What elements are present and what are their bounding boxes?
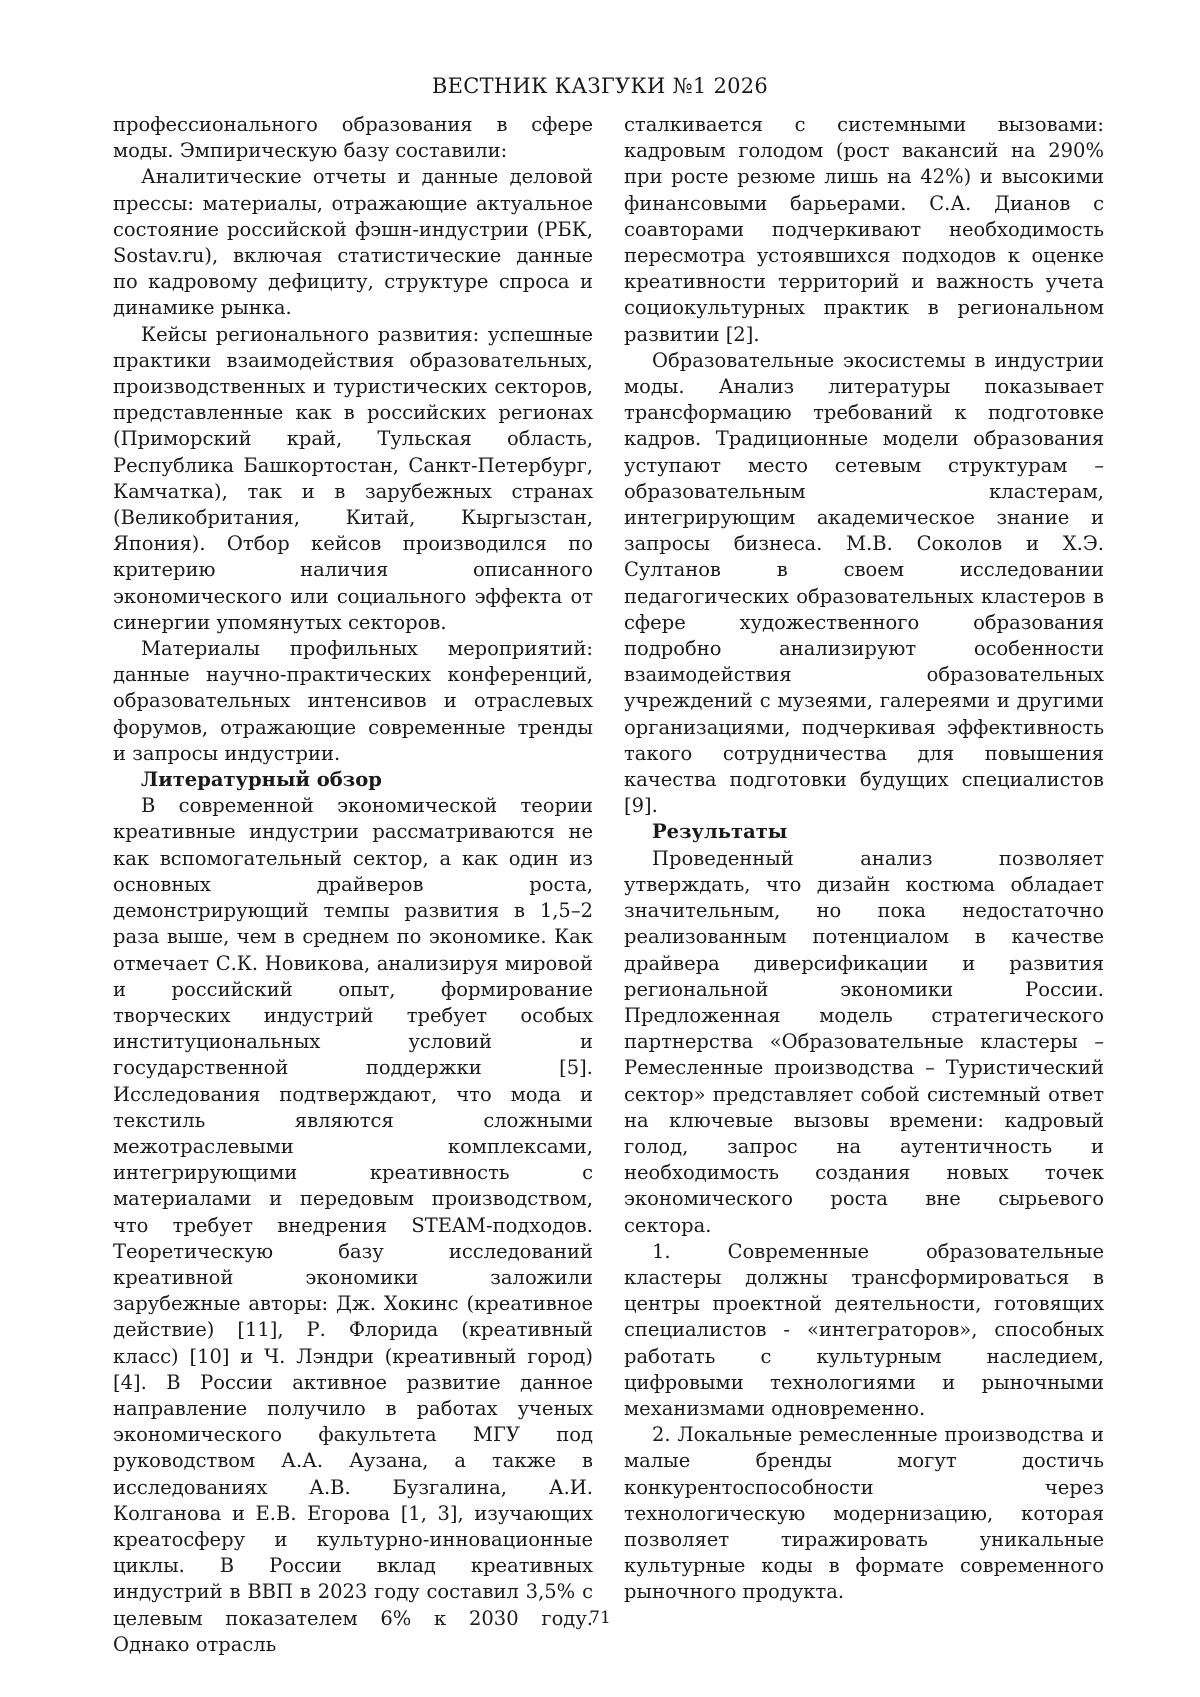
right-column [624, 112, 1104, 1606]
paragraph-educational-ecosystems: Образовательные экосистемы в индустрии моды. Анализ литературы показывает трансформацию требований к подготовке кадров. Традиционные модели образования уступают место сетевым структурам – образовательным кластерам, интегрирующим академическое знание и запросы бизнеса. М.В. Соколов и Х.Э. Султанов в своем исследовании педагогических образовательных кластеров в сфере художественного образования подробно анализируют особенности взаимодействия образовательных учреждений с музеями, галереями и другими организациями, подчеркивая эффективность такого сотрудничества для повышения качества подготовки будущих специалистов [9]. [624, 348, 1104, 818]
list-item-1: 1. Современные образовательные кластеры должны трансформироваться в центры проектной деятельности, готовящих специалистов - «интеграторов», способных работать с культурным наследием, цифровыми технологиями и рыночными механизмами одновременно. [624, 1239, 1104, 1420]
paragraph-regional-cases: Кейсы регионального развития: успешные практики взаимодействия образовательных, производственных и туристических секторов, представленные как в российских регионах (Приморский край, Тульская область, Республика Башкортостан, Санкт-Петербург, Камчатка), так и в зарубежных странах (Великобритания, Китай, Кыргызстан, Япония). Отбор кейсов производился по критерию наличия описанного экономического или социального эффекта от синергии упомянутых секторов. [113, 322, 593, 634]
list-item-2: 2. Локальные ремесленные производства и малые бренды могут достичь конкурентоспособности через технологическую модернизацию, которая позволяет тиражировать уникальные культурные коды в формате современного рыночного продукта. [624, 1423, 1104, 1604]
paragraph-literature-review: В современной экономической теории креативные индустрии рассматриваются не как вспомогательный сектор, а как один из основных драйверов роста, демонстрирующий темпы развития в 1,5–2 раза выше, чем в среднем по экономике. Как отмечает С.К. Новикова, анализируя мировой и российский опыт, формирование творческих индустрий требует особых институциональных условий и государственной поддержки [5]. Исследования подтверждают, что мода и текстиль являются сложными межотраслевыми комплексами, интегрирующими креативность с материалами и передовым производством, что требует внедрения STEAM-подходов. Теоретическую базу исследований креативной экономики заложили зарубежные авторы: Дж. Хокинс (креативное действие) [11], Р. Флорида (креативный класс) [10] и Ч. Лэндри (креативный город) [4]. В России активное развитие данное направление получило в работах ученых экономического факультета МГУ под руководством А.А. Аузана, а также в исследованиях А.В. Бузгалина, А.И. Колганова и Е.В. Егорова [1, 3], изучающих креатосферу и культурно-инновационные циклы. В России вклад креативных индустрий в ВВП в 2023 году составил 3,5% с целевым показателем 6% к 2030 году. Однако отрасль [113, 794, 593, 1656]
paragraph-results: Проведенный анализ позволяет утверждать, что дизайн костюма обладает значительным, но пока недостаточно реализованным потенциалом в качестве драйвера диверсификации и развития региональной экономики России. Предложенная модель стратегического партнерства «Образовательные кластеры – Ремесленные производства – Туристический сектор» представляет собой системный ответ на ключевые вызовы времени: кадровый голод, запрос на аутентичность и необходимость создания новых точек экономического роста вне сырьевого сектора. [624, 846, 1104, 1237]
section-heading-results: Результаты [652, 820, 788, 844]
left-column [113, 112, 593, 1658]
section-heading-literature-review: Литературный обзор [141, 768, 382, 792]
paragraph-continuation: профессионального образования в сфере моды. Эмпирическую базу составили: [113, 113, 593, 163]
paragraph-analytics: Аналитические отчеты и данные деловой прессы: материалы, отражающие актуальное состояние российской фэшн-индустрии (РБК, Sostav.ru), включая статистические данные по кадровому дефициту, структуре спроса и динамике рынка. [113, 165, 593, 320]
paragraph-challenges: сталкивается с системными вызовами: кадровым голодом (рост вакансий на 290% при росте резюме лишь на 42%) и высокими финансовыми барьерами. С.А. Дианов с соавторами подчеркивают необходимость пересмотра устоявшихся подходов к оценке креативности территорий и важность учета социокультурных практик в региональном развитии [2]. [624, 113, 1104, 346]
paragraph-event-materials: Материалы профильных мероприятий: данные научно-практических конференций, образовательных интенсивов и отраслевых форумов, отражающие современные тренды и запросы индустрии. [113, 637, 593, 765]
running-header: ВЕСТНИК КАЗГУКИ №1 2026 [431, 74, 769, 98]
page-number: 71 [589, 1608, 611, 1628]
